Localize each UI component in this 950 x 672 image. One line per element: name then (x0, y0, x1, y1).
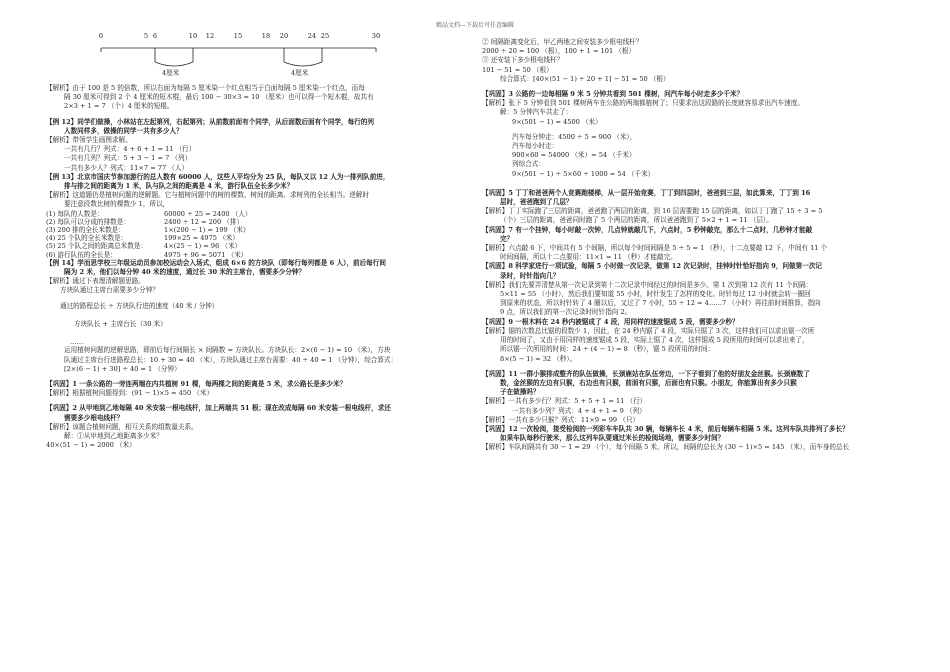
text-line: [2×(6 − 1) + 30] ÷ 40 = 1 （分钟） (64, 364, 181, 373)
text-line: 40×(51 − 1) = 2000 （米） (46, 441, 136, 450)
text-line: 【解析】六点敲 6 下，中间共有 5 个间隔，所以每个时间间隔是 5 ÷ 5 = 1 （秒），十二点要敲 12 下，中间有 11 个 (482, 244, 828, 253)
tick-label: 10 (188, 32, 198, 40)
text-line: 运用植树问题的逆解思路，即前后每行间隔长 × 间隔数 = 方块队长。方块队长：2×(6 − 1) = 10 （米），方块 (64, 346, 391, 355)
text-line: 如果车队每秒行驶米，那么这列车队要通过米长的检阅场地，需要多少时间？ (500, 434, 725, 443)
example-heading: 【例 13】北京市国庆节参加游行的总人数有 60000 人，这些人平均分为 25 队，每队又以 12 人为一排列队前进， (46, 172, 390, 181)
exercise-heading: 【巩固】2 从甲地到乙地每隔 40 米安装一根电线杆，加上两端共 51 根；现在改成每隔 60 米安装一根电线杆，求还 (46, 404, 391, 413)
page-header: 精品文档---下载后可任意编辑 (435, 22, 515, 29)
text-line: （个）三层的距离，爸爸同时跑了 5 个两层的距离，所以爸爸跑到了 5×2 + 1 = 11 （层）。 (500, 216, 773, 225)
text-line: 综合算式：[40×(51 − 1) ÷ 20 + 1] − 51 = 50 （根） (500, 74, 670, 83)
calc-value: 1×(200 − 1) = 199 （米） (164, 226, 250, 235)
exercise-heading: 【巩固】8 科学家进行一项试验，每隔 5 小时做一次记录，做第 12 次记录时，挂钟时针恰好指向 9，问做第一次记 (482, 262, 823, 271)
text-line: 【解析】车队间隔共有 30 − 1 = 29 （个），每个间隔 5 米，所以，间隔的总长为 (30 − 1)×5 = 145 （米），而车身的总长 (482, 443, 850, 452)
text-line: 录时，时针指向几？ (500, 271, 560, 280)
text-line: 隔为 2 米，他们以每分钟 40 米的速度，通过长 30 米的主席台，需要多少分钟？ (64, 268, 306, 277)
tick-label: 12 (205, 32, 215, 40)
text-line: 时间间隔，所以十二点要用：11×1 = 11 （秒）才能敲完。 (500, 253, 677, 262)
calc-row (46, 242, 456, 250)
diagram-text: 方块队长 + 主席台长（30 米） (74, 320, 167, 329)
text-line: 【解析】这道题仍是植树问题的逆解题。它与植树问题中的树的棵数、树间的距离、求树列的全长相当。逆解时 (46, 191, 370, 200)
text-line: 2000 ÷ 20 = 100 （根），100 + 1 = 101 （根） (482, 47, 636, 56)
calc-value: 60000 ÷ 25 = 2400 （人） (164, 209, 252, 218)
text-line: 一共有多少人？列式：11×7 = 77 （人） (64, 163, 189, 172)
text-line: 解：5 分钟汽车共走了： (500, 108, 573, 117)
tick-label: 30 (371, 32, 381, 40)
text-line: 【解析】通过下表理清解题思路。 (46, 277, 145, 286)
calc-label: (2) 每队可以分成的排数是： (46, 217, 130, 226)
text-line: 队通过主席台行进路程总长：10 + 30 = 40 （米），方块队通过主席台需要：40 ÷ 40 = 1 （分钟），综合算式： (64, 355, 398, 364)
text-line: 所以锯一次所用的时间：24 ÷ (4 − 1) = 8 （秒），锯 5 段所用的时间： (500, 345, 715, 354)
text-line: 汽车每分钟走：4500 ÷ 5 = 900 （米）， (512, 132, 637, 141)
diagram-text: …… (70, 338, 84, 347)
text-line: 用的时间了，又由于用同样的速度锯成 5 段，实际上锯了 4 次，这样锯成 5 段所用的时间可以求出来了， (500, 336, 809, 345)
text-line: 【解析】张下 5 分钟看到 501 棵树两车在公路的两端都植树了；只要求出这段路的长度就容易求出汽车速度。 (482, 99, 804, 108)
text-line: 2×3 + 1 = 7 （个）4 厘米的短棍。 (64, 102, 174, 111)
text-line: ② 间隔距离变化后，甲乙两地之间安装多少根电线杆？ (482, 38, 643, 46)
text-line: 排与排之间的距离为 1 米，队与队之间的距离是 4 米，游行队伍全长多少米？ (64, 182, 294, 191)
text-line: 【解析】带领学生画图求解。 (46, 136, 132, 145)
exercise-heading: 【巩固】12 一次检阅，接受检阅的一列彩车车队共 30 辆，每辆车长 4 米，前后每辆车相隔 5 米。这列车队共排列了多长？ (482, 424, 849, 433)
tick-label: 6 (152, 32, 158, 40)
tick-label: 5 (143, 32, 149, 40)
tick-label: 0 (98, 32, 104, 40)
segment-label: 4厘米 (291, 69, 309, 77)
example-heading: 【例 14】学而思学校三年级运动员参加校运动会入场式，组成 6×6 的方块队（即每行每列都是 6 人），前后每行间 (46, 258, 386, 267)
text-line: 900×60 = 54000 （米）= 54 （千米） (512, 151, 636, 160)
text-line: 【解析】一共有多少只猴？列式：11×9 = 99 （只） (482, 415, 639, 424)
text-line: 一共有几列？列式：5 + 3 − 1 = 7 （列） (64, 154, 192, 163)
left-column (46, 32, 456, 451)
calc-value: 4975 + 96 = 5071 （米） (164, 250, 248, 259)
text-line: 【解析】由于 100 是 5 的倍数，所以右面为每隔 5 厘米染一个红点相当于白面每隔 5 厘米染一个红点，而每 (46, 84, 365, 92)
segment-label: 4厘米 (162, 69, 180, 77)
text-line: 一共有几行？列式：4 + 6 + 1 = 11 （行） (64, 145, 196, 154)
text-line: 需要多少根电线杆？ (64, 413, 124, 422)
diagram-text: 方块队通过主席台需要多少分钟？ (60, 286, 159, 295)
text-line: 子在做操吗？ (500, 388, 540, 397)
text-line: 8×(5 − 1) = 32 （秒）。 (500, 354, 577, 363)
calc-label: (4) 25 个队的全长米数是： (46, 234, 128, 243)
calc-label: (3) 200 排的全长米数是： (46, 226, 125, 235)
calc-label: (5) 25 个队之间的距离总米数是： (46, 242, 148, 251)
exercise-heading: 【巩固】5 丁丁和爸爸两个人竞赛跑楼梯，从一层开始竞赛，丁丁到四层时，爸爸到三层，如此算来，丁丁到 16 (482, 188, 811, 197)
text-line: 9 点，所以我们的第一次记录时时针指向 2。 (500, 308, 632, 317)
text-line: 9×(501 − 1) = 4500 （米） (512, 117, 602, 126)
text-line: 【解析】我们先要弄清楚从第一次记录到第十二次记录中间经过的时间是多少。第 1 次到第 12 次有 11 个间隔： (482, 280, 813, 289)
text-line: 一共有多少列？列式：4 + 4 + 1 = 9 （列） (512, 406, 646, 415)
text-line: 到原来的状态，所以时针转了 4 圈以后，又过了 7 小时，55 ÷ 12 = 4……7 （小时）再往前时间推算，指向 (500, 299, 821, 308)
text-line: 5×11 = 55 （小时），然后我们要知道 55 小时，时针发生了怎样的变化。时针每过 12 小时就会转一圈回 (500, 290, 811, 299)
example-heading: 【例 12】同学们做操，小林站在左起第列，右起第列；从前数前面有个同学，从后面数后面有个同学，每行的列 (46, 117, 374, 126)
text-line: 人数同样多，做操的同学一共有多少人？ (64, 126, 183, 135)
text-line: 汽车每小时走： (512, 142, 559, 151)
exercise-heading: 【巩固】3 公路的一边每相隔 9 米 5 分钟共看到 501 棵树，问汽车每小时走多少千米？ (482, 90, 744, 99)
right-column (482, 38, 892, 453)
text-line: 完？ (500, 234, 514, 243)
exercise-heading: 【巩固】7 有一个挂钟，每小时敲一次钟，几点钟就敲几下，六点时，5 秒钟敲完，那么十二点时，几秒钟才能敲 (482, 225, 813, 234)
calc-value: 4×(25 − 1) = 96 （米） (164, 242, 242, 251)
text-line: 【解析】锯的次数总比锯的段数少 1，因此，在 24 秒内锯了 4 段，实际只锯了 3 次，这样我们可以求出锯一次所 (482, 326, 815, 335)
calc-row (46, 210, 456, 218)
text-line: 隔 30 厘米可得到 2 个 4 厘米的短木棍，最后 100 − 30×3 = 10 （厘米）也可以得一个短木棍，故共有 (64, 93, 374, 102)
tick-label: 15 (233, 32, 243, 40)
diagram-text: 通过的路程总长 ÷ 方块队行进的速度（40 米 / 分钟） (60, 302, 219, 311)
calc-label: (6) 游行队伍的全长是： (46, 250, 117, 259)
text-line: 9×(501 − 1) ÷ 5×60 ÷ 1000 = 54 （千米） (512, 169, 655, 178)
text-line: 【解析】丁丁实际跑了三层的距离，爸爸跑了两层的距离，到 16 层需要跑 15 层的距离，如以丁丁跑了 15 ÷ 3 = 5 (482, 207, 823, 216)
calc-row (46, 218, 456, 226)
exercise-heading: 【巩固】1 一条公路的一旁连两端在内共植树 91 棵，每两棵之间的距离是 5 米，求公路长是多少米？ (46, 380, 347, 389)
text-line: 【解析】该题合植树问题，相互关系的组数量关系。 (46, 422, 198, 431)
text-line: 【解析】一共有多少行？列式：5 + 5 + 1 = 11 （行） (482, 397, 647, 406)
text-line: 【解析】根据植树问题得到：(91 − 1)×5 = 450 （米） (46, 389, 214, 398)
calc-label: (1) 每队的人数是： (46, 209, 104, 218)
text-line: ③ 还安装下多少根电线杆？ (482, 56, 564, 65)
calc-value: 199×25 = 4975 （米） (164, 234, 239, 243)
text-line: 层时，爸爸跑到了几层？ (500, 198, 573, 207)
text-line: 数，金丝猴的左边有只猴，右边也有只猴，前面有只猴，后面也有只猴。小朋友，你能算出有多少只猴 (500, 378, 797, 387)
calc-row (46, 251, 456, 259)
number-line-diagram (96, 32, 386, 84)
tick-label: 25 (320, 32, 330, 40)
tick-label: 24 (307, 32, 317, 40)
exercise-heading: 【巩固】11 一群小猴排成整齐的队伍做操，长颈鹿站在队伍旁边，一下子看到了他的好朋友金丝猴。长颈鹿数了 (482, 369, 810, 378)
text-line: 101 − 51 = 50 （根） (482, 65, 553, 74)
exercise-heading: 【巩固】9 一根木料在 24 秒内被锯成了 4 段，用同样的速度锯成 5 段，需要多少秒？ (482, 317, 739, 326)
text-line: 要注意段数比树的棵数少 1，所以， (64, 200, 170, 209)
calc-value: 2400 ÷ 12 = 200 （排） (164, 217, 244, 226)
tick-label: 20 (279, 32, 289, 40)
tick-label: 18 (261, 32, 271, 40)
text-line: 解：①从甲地到乙地距离多少米？ (64, 432, 163, 441)
flow-diagram (60, 286, 456, 346)
text-line: 列综合式： (512, 160, 545, 169)
